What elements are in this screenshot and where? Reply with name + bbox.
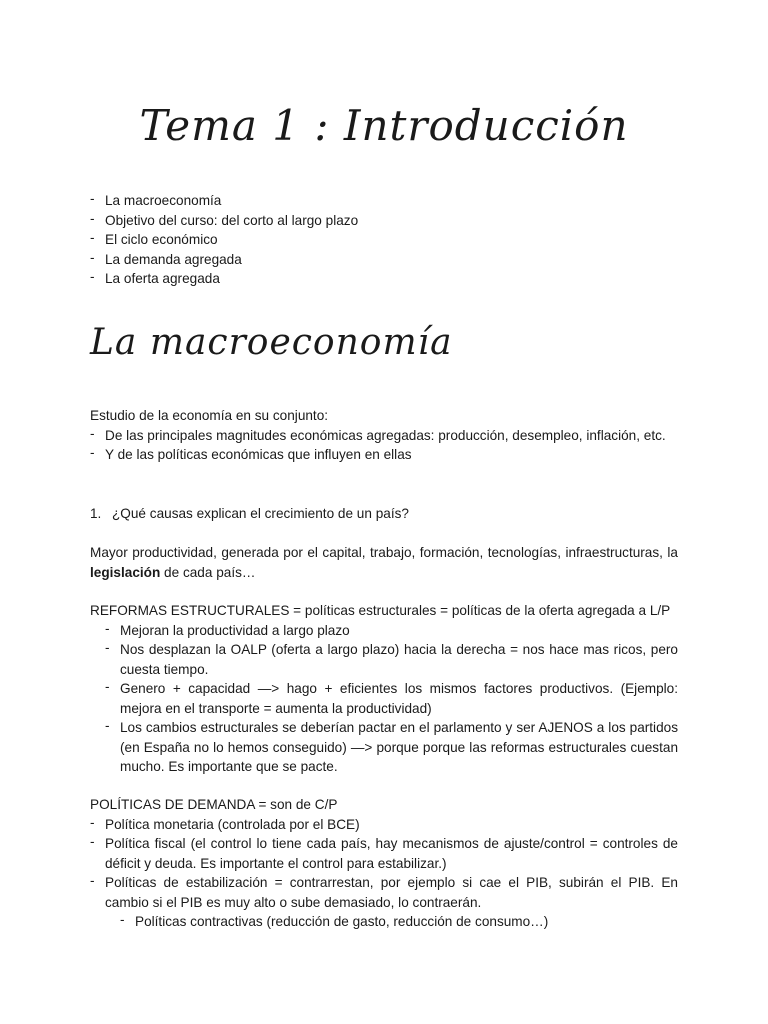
reformas-item: - Los cambios estructurales se deberían pactar en el parlamento y ser AJENOS a los partidos (en España no lo hemos conseguido) —> porque porque las reformas estructurales cuestan mucho. Es importante que se pacte. xyxy=(105,718,678,777)
demanda-item: - Política monetaria (controlada por el BCE) xyxy=(90,815,678,835)
reformas-item: - Genero + capacidad —> hago + eficientes los mismos factores productivos. (Ejemplo: mejora en el transporte = aumenta la productividad) xyxy=(105,679,678,718)
intro-text: Estudio de la economía en su conjunto: xyxy=(90,408,329,423)
intro-section xyxy=(90,406,678,465)
intro-item: - Y de las políticas económicas que influyen en ellas xyxy=(90,445,678,465)
reformas-heading: REFORMAS ESTRUCTURALES = políticas estructurales = políticas de la oferta agregada a L/P xyxy=(90,603,671,618)
intro-item: - De las principales magnitudes económicas agregadas: producción, desempleo, inflación, etc. xyxy=(90,426,678,446)
demanda-section xyxy=(90,795,678,932)
reformas-item: - Mejoran la productividad a largo plazo xyxy=(105,621,678,641)
demanda-subitem: - Políticas contractivas (reducción de gasto, reducción de consumo…) xyxy=(120,912,678,932)
question-1 xyxy=(90,504,678,524)
question-text: ¿Qué causas explican el crecimiento de un país? xyxy=(112,506,409,521)
reformas-item: - Nos desplazan la OALP (oferta a largo plazo) hacia la derecha = nos hace mas ricos, pero cuesta tiempo. xyxy=(105,640,678,679)
answer-text: Mayor productividad, generada por el capital, trabajo, formación, tecnologías, infraestructuras, la xyxy=(90,545,678,560)
reformas-section xyxy=(90,601,678,777)
question-number: 1. xyxy=(90,506,102,521)
toc-item: - El ciclo económico xyxy=(90,230,678,250)
demanda-item: - Política fiscal (el control lo tiene cada país, hay mecanismos de ajuste/control = controles de déficit y deuda. Es importante el control para estabilizar.) xyxy=(90,834,678,873)
toc-item: - La macroeconomía xyxy=(90,191,678,211)
demanda-heading: POLÍTICAS DE DEMANDA = son de C/P xyxy=(90,797,338,812)
table-of-contents xyxy=(90,191,678,289)
section-title: La macroeconomía xyxy=(90,322,453,363)
answer-text-end: de cada país… xyxy=(160,564,256,580)
answer-paragraph xyxy=(90,543,678,582)
demanda-item: - Políticas de estabilización = contrarrestan, por ejemplo si cae el PIB, subirán el PIB. En cambio si el PIB es muy alto o sube demasiado, lo contraerán. xyxy=(90,873,678,912)
answer-bold: legislación xyxy=(90,564,161,580)
toc-item: - Objetivo del curso: del corto al largo plazo xyxy=(90,211,678,231)
toc-item: - La demanda agregada xyxy=(90,250,678,270)
page-title: Tema 1 : Introducción xyxy=(139,101,629,150)
toc-item: - La oferta agregada xyxy=(90,269,678,289)
